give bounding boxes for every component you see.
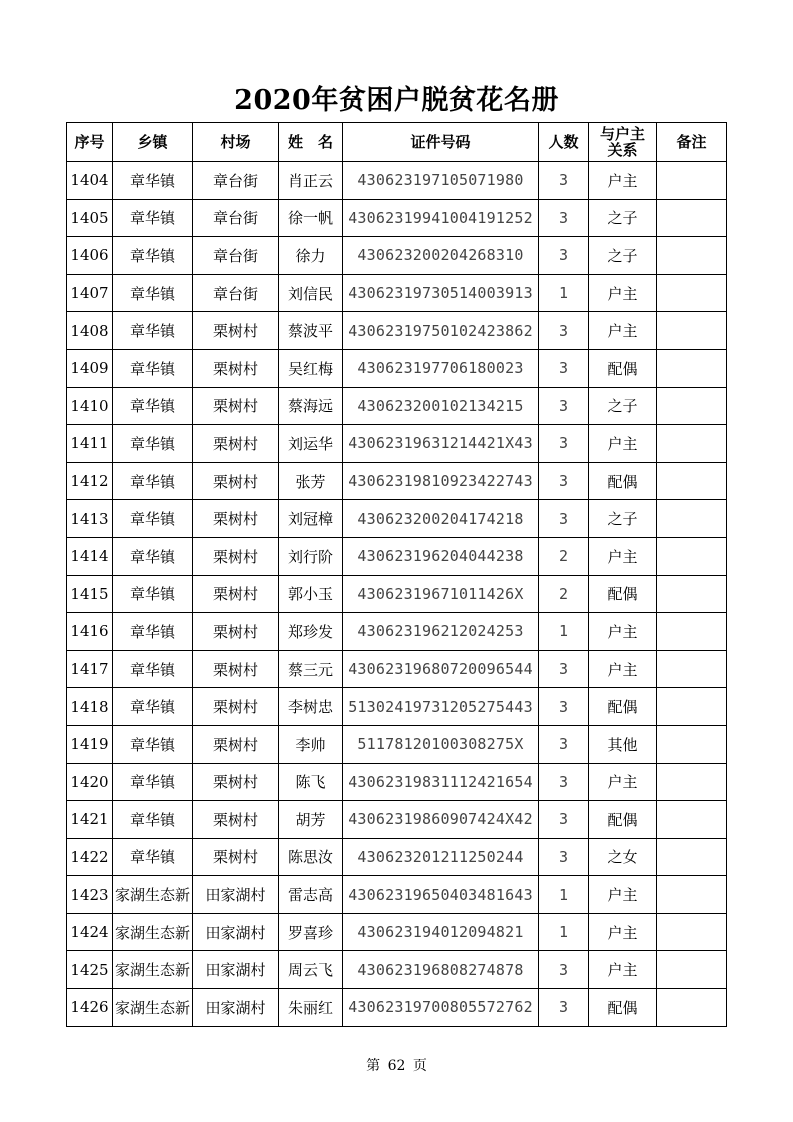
cell-name: 胡芳 [279,801,343,839]
cell-village: 栗树村 [193,613,279,651]
cell-township: 章华镇 [113,349,193,387]
cell-name: 陈飞 [279,763,343,801]
cell-name: 陈思汝 [279,838,343,876]
table-row [67,387,727,425]
table-row [67,462,727,500]
cell-id-number: 43062319730514003913 [343,274,539,312]
cell-id-number: 430623200204174218 [343,500,539,538]
cell-relation: 之子 [589,387,657,425]
cell-village: 章台街 [193,274,279,312]
table-row [67,613,727,651]
cell-seq: 1426 [67,989,113,1027]
cell-id-number: 430623201211250244 [343,838,539,876]
cell-seq: 1406 [67,237,113,275]
cell-remarks [657,951,727,989]
cell-village: 栗树村 [193,763,279,801]
cell-remarks [657,688,727,726]
cell-household-size: 3 [539,387,589,425]
table-row [67,274,727,312]
cell-id-number: 43062319810923422743 [343,462,539,500]
cell-household-size: 3 [539,199,589,237]
cell-relation: 户主 [589,913,657,951]
cell-seq: 1418 [67,688,113,726]
cell-township: 家湖生态新 [113,913,193,951]
cell-seq: 1407 [67,274,113,312]
cell-township: 章华镇 [113,537,193,575]
cell-remarks [657,838,727,876]
cell-seq: 1417 [67,650,113,688]
cell-household-size: 1 [539,274,589,312]
table-row [67,801,727,839]
cell-id-number: 43062319941004191252 [343,199,539,237]
cell-name: 徐一帆 [279,199,343,237]
table-row [67,913,727,951]
cell-village: 栗树村 [193,500,279,538]
header-seq: 序号 [67,123,113,162]
document-title: 2020年贫困户脱贫花名册 [234,85,559,116]
cell-remarks [657,237,727,275]
cell-name: 肖正云 [279,162,343,200]
table-row [67,162,727,200]
table-body [67,162,727,1027]
header-relation-line1: 与户主 [599,125,645,143]
cell-village: 栗树村 [193,838,279,876]
cell-relation: 户主 [589,763,657,801]
cell-seq: 1405 [67,199,113,237]
cell-remarks [657,500,727,538]
cell-township: 章华镇 [113,425,193,463]
cell-village: 栗树村 [193,801,279,839]
cell-village: 章台街 [193,162,279,200]
cell-relation: 户主 [589,650,657,688]
table-row [67,688,727,726]
cell-relation: 户主 [589,312,657,350]
cell-seq: 1420 [67,763,113,801]
cell-household-size: 3 [539,237,589,275]
cell-remarks [657,537,727,575]
cell-id-number: 51302419731205275443 [343,688,539,726]
cell-remarks [657,349,727,387]
cell-household-size: 3 [539,312,589,350]
cell-household-size: 3 [539,162,589,200]
table-row [67,425,727,463]
cell-id-number: 43062319631214421X43 [343,425,539,463]
header-relation-line2: 关系 [607,141,638,159]
cell-remarks [657,876,727,914]
header-remarks: 备注 [657,123,727,162]
table-row [67,725,727,763]
cell-relation: 户主 [589,613,657,651]
cell-id-number: 430623197706180023 [343,349,539,387]
cell-household-size: 3 [539,688,589,726]
cell-household-size: 3 [539,725,589,763]
cell-id-number: 430623196204044238 [343,537,539,575]
cell-relation: 之子 [589,199,657,237]
cell-name: 刘信民 [279,274,343,312]
table-row [67,237,727,275]
cell-id-number: 43062319650403481643 [343,876,539,914]
cell-relation: 户主 [589,162,657,200]
cell-seq: 1414 [67,537,113,575]
cell-household-size: 3 [539,500,589,538]
header-township: 乡镇 [113,123,193,162]
cell-remarks [657,763,727,801]
cell-household-size: 3 [539,650,589,688]
cell-name: 徐力 [279,237,343,275]
cell-village: 田家湖村 [193,913,279,951]
cell-seq: 1424 [67,913,113,951]
cell-relation: 其他 [589,725,657,763]
cell-relation: 配偶 [589,575,657,613]
poverty-roster-table [66,122,727,1027]
cell-id-number: 43062319671011426X [343,575,539,613]
cell-name: 蔡波平 [279,312,343,350]
cell-village: 栗树村 [193,688,279,726]
cell-household-size: 3 [539,425,589,463]
cell-remarks [657,312,727,350]
cell-township: 章华镇 [113,801,193,839]
cell-remarks [657,575,727,613]
cell-remarks [657,613,727,651]
cell-relation: 配偶 [589,349,657,387]
cell-relation: 配偶 [589,801,657,839]
cell-remarks [657,387,727,425]
cell-remarks [657,801,727,839]
cell-seq: 1425 [67,951,113,989]
table-row [67,951,727,989]
cell-id-number: 51178120100308275X [343,725,539,763]
cell-id-number: 43062319831112421654 [343,763,539,801]
cell-household-size: 3 [539,763,589,801]
table-row [67,838,727,876]
cell-remarks [657,425,727,463]
cell-relation: 之子 [589,500,657,538]
cell-id-number: 430623196808274878 [343,951,539,989]
cell-name: 雷志高 [279,876,343,914]
cell-remarks [657,162,727,200]
cell-seq: 1408 [67,312,113,350]
cell-township: 章华镇 [113,613,193,651]
cell-household-size: 3 [539,801,589,839]
header-name: 姓 名 [279,123,343,162]
cell-household-size: 1 [539,913,589,951]
cell-name: 刘运华 [279,425,343,463]
cell-name: 郭小玉 [279,575,343,613]
cell-id-number: 430623194012094821 [343,913,539,951]
cell-township: 家湖生态新 [113,951,193,989]
cell-township: 章华镇 [113,575,193,613]
cell-township: 章华镇 [113,650,193,688]
header-village: 村场 [193,123,279,162]
cell-household-size: 3 [539,989,589,1027]
cell-village: 田家湖村 [193,951,279,989]
cell-township: 章华镇 [113,312,193,350]
cell-name: 蔡海远 [279,387,343,425]
cell-township: 章华镇 [113,763,193,801]
cell-township: 章华镇 [113,462,193,500]
cell-name: 刘冠樟 [279,500,343,538]
cell-township: 章华镇 [113,237,193,275]
cell-township: 章华镇 [113,500,193,538]
table-row [67,575,727,613]
table-row [67,349,727,387]
cell-township: 章华镇 [113,725,193,763]
header-id-number: 证件号码 [343,123,539,162]
cell-remarks [657,913,727,951]
table-row [67,312,727,350]
header-relation [589,123,657,162]
cell-relation: 之女 [589,838,657,876]
cell-village: 栗树村 [193,650,279,688]
cell-name: 李树忠 [279,688,343,726]
cell-seq: 1411 [67,425,113,463]
cell-seq: 1410 [67,387,113,425]
cell-household-size: 2 [539,575,589,613]
cell-township: 家湖生态新 [113,876,193,914]
table-row [67,650,727,688]
cell-relation: 配偶 [589,462,657,500]
cell-remarks [657,462,727,500]
cell-household-size: 3 [539,838,589,876]
cell-household-size: 1 [539,876,589,914]
cell-seq: 1416 [67,613,113,651]
cell-village: 章台街 [193,237,279,275]
cell-village: 栗树村 [193,312,279,350]
cell-name: 张芳 [279,462,343,500]
cell-township: 章华镇 [113,838,193,876]
table-row [67,989,727,1027]
page-number: 第 62 页 [366,1058,427,1074]
cell-seq: 1423 [67,876,113,914]
cell-id-number: 43062319700805572762 [343,989,539,1027]
cell-township: 章华镇 [113,688,193,726]
cell-remarks [657,725,727,763]
cell-relation: 配偶 [589,989,657,1027]
cell-remarks [657,650,727,688]
cell-township: 章华镇 [113,162,193,200]
cell-village: 栗树村 [193,462,279,500]
cell-seq: 1415 [67,575,113,613]
cell-id-number: 430623200102134215 [343,387,539,425]
table-header-row [67,123,727,162]
cell-village: 栗树村 [193,575,279,613]
cell-household-size: 2 [539,537,589,575]
cell-seq: 1412 [67,462,113,500]
cell-relation: 之子 [589,237,657,275]
cell-household-size: 3 [539,462,589,500]
cell-township: 章华镇 [113,199,193,237]
cell-village: 栗树村 [193,725,279,763]
cell-seq: 1409 [67,349,113,387]
cell-seq: 1413 [67,500,113,538]
cell-id-number: 43062319750102423862 [343,312,539,350]
table-row [67,537,727,575]
cell-township: 家湖生态新 [113,989,193,1027]
table-row [67,763,727,801]
cell-relation: 户主 [589,425,657,463]
cell-seq: 1419 [67,725,113,763]
cell-relation: 户主 [589,951,657,989]
cell-village: 章台街 [193,199,279,237]
cell-township: 章华镇 [113,387,193,425]
cell-household-size: 3 [539,349,589,387]
cell-seq: 1421 [67,801,113,839]
cell-seq: 1404 [67,162,113,200]
cell-name: 罗喜珍 [279,913,343,951]
cell-relation: 户主 [589,876,657,914]
cell-household-size: 1 [539,613,589,651]
cell-relation: 户主 [589,274,657,312]
cell-id-number: 43062319680720096544 [343,650,539,688]
cell-name: 郑珍发 [279,613,343,651]
cell-village: 栗树村 [193,537,279,575]
cell-remarks [657,199,727,237]
cell-name: 朱丽红 [279,989,343,1027]
cell-name: 蔡三元 [279,650,343,688]
cell-relation: 户主 [589,537,657,575]
cell-name: 周云飞 [279,951,343,989]
cell-id-number: 43062319860907424X42 [343,801,539,839]
cell-township: 章华镇 [113,274,193,312]
cell-name: 吴红梅 [279,349,343,387]
cell-seq: 1422 [67,838,113,876]
table-row [67,199,727,237]
cell-village: 栗树村 [193,387,279,425]
cell-remarks [657,989,727,1027]
cell-village: 栗树村 [193,349,279,387]
table-row [67,500,727,538]
cell-name: 李帅 [279,725,343,763]
table-row [67,876,727,914]
cell-relation: 配偶 [589,688,657,726]
cell-id-number: 430623200204268310 [343,237,539,275]
cell-village: 栗树村 [193,425,279,463]
cell-name: 刘行阶 [279,537,343,575]
cell-village: 田家湖村 [193,989,279,1027]
cell-household-size: 3 [539,951,589,989]
cell-id-number: 430623197105071980 [343,162,539,200]
cell-village: 田家湖村 [193,876,279,914]
header-household-size: 人数 [539,123,589,162]
cell-id-number: 430623196212024253 [343,613,539,651]
cell-remarks [657,274,727,312]
